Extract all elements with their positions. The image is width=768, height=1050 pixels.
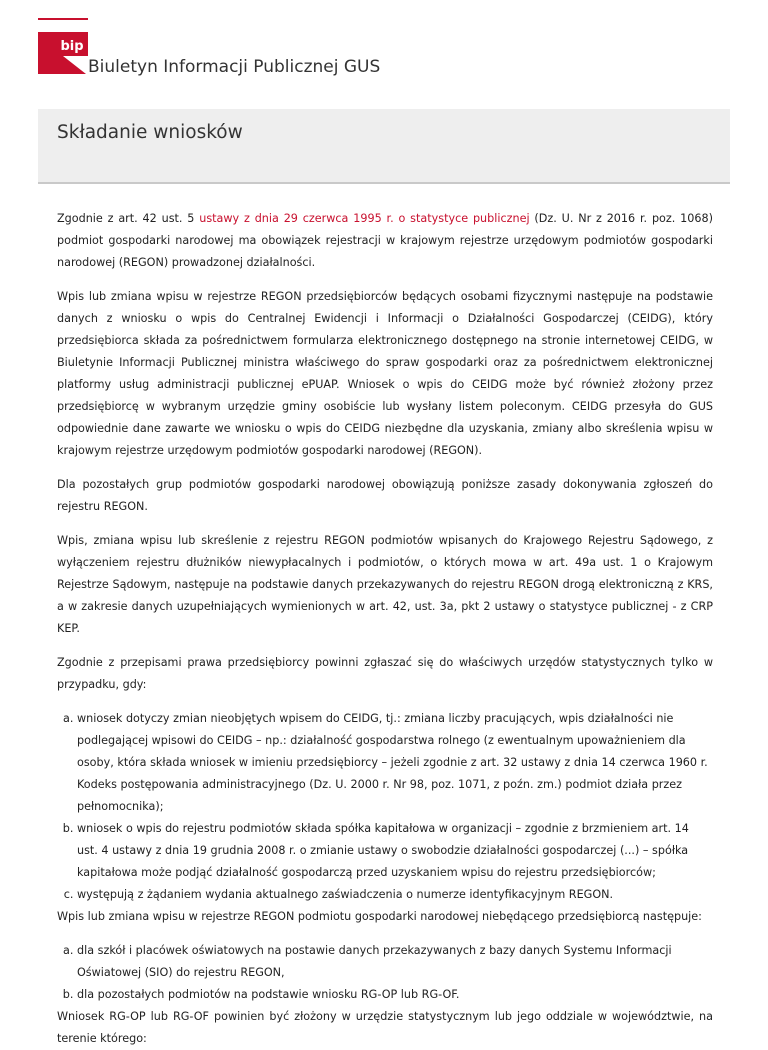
paragraph-krs: Wpis, zmiana wpisu lub skreślenie z rejestru REGON podmiotów wpisanych do Krajowego Rejestru Sądowego, z wyłączeniem rejestru dłużników niewypłacalnych i podmiotów, o których mowa w art. 49a ust. 1 o Krajowym Rejestrze Sądowym, następuje na podstawie danych przekazywanych do rejestru REGON drogą elektroniczną z KRS, a w zakresie danych uzupełniających wymienionych w art. 42, ust. 3a, pkt 2 ustawy o statystyce publicznej - z CRP KEP. bbox=[57, 534, 713, 635]
list-item: a. wniosek dotyczy zmian nieobjętych wpisem do CEIDG, tj.: zmiana liczby pracujących, wpis działalności nie podlegającej wpisowi do CEIDG – np.: działalność gospodarstwa rolnego (z ewentualnym upoważnieniem dla osoby, która składa wniosek w imieniu przedsiębiorcy – jeżeli zgodnie z art. 32 ustawy z dnia 14 czerwca 1960 r. Kodeks postępowania administracyjnego (Dz. U. 2000 r. Nr 98, poz. 1071, z poźn. zm.) podmiot działa przez pełnomocnika); bbox=[77, 708, 713, 818]
statute-link[interactable]: ustawy z dnia 29 czerwca 1995 r. o statystyce publicznej bbox=[199, 212, 530, 225]
list-item: c. występują z żądaniem wydania aktualnego zaświadczenia o numerze identyfikacyjnym REGON. bbox=[77, 884, 713, 906]
paragraph-non-entrepreneur: Wpis lub zmiana wpisu w rejestrze REGON podmiotu gospodarki narodowej niebędącego przedsiębiorcą następuje: bbox=[57, 910, 702, 923]
article-content bbox=[57, 208, 713, 1050]
list-item: b. dla pozostałych podmiotów na podstawie wniosku RG-OP lub RG-OF. bbox=[77, 984, 713, 1006]
list-report-cases bbox=[57, 708, 713, 906]
paragraph-ceidg: Wpis lub zmiana wpisu w rejestrze REGON przedsiębiorców będących osobami fizycznymi następuje na podstawie danych z wniosku o wpis do Centralnej Ewidencji i Informacji o Działalności Gospodarczej (CEIDG), który przedsiębiorca składa za pośrednictwem formularza elektronicznego dostępnego na stronie internetowej CEIDG, w Biuletynie Informacji Publicznej ministra właściwego do spraw gospodarki oraz za pośrednictwem elektronicznej platformy usług administracji publicznej ePUAP. Wniosek o wpis do CEIDG może być również złożony przez przedsiębiorcę w wybranym urzędzie gminy osobiście lub wysłany listem poleconym. CEIDG przesyła do GUS odpowiednie dane zawarte we wniosku o wpis do CEIDG niezbędne dla uzyskania, zmiany albo skreślenia wpisu w krajowym rejestrze urzędowym podmiotów gospodarki narodowej (REGON). bbox=[57, 290, 713, 457]
page-title: Składanie wniosków bbox=[57, 122, 243, 143]
paragraph-other-groups: Dla pozostałych grup podmiotów gospodarki narodowej obowiązują poniższe zasady dokonywania zgłoszeń do rejestru REGON. bbox=[57, 478, 713, 513]
paragraph-when-to-report: Zgodnie z przepisami prawa przedsiębiorcy powinni zgłaszać się do właściwych urzędów statystycznych tylko w przypadku, gdy: bbox=[57, 656, 713, 691]
paragraph-intro bbox=[57, 208, 713, 274]
paragraph-where-to-submit: Wniosek RG-OP lub RG-OF powinien być złożony w urzędzie statystycznym lub jego oddziale w województwie, na terenie którego: bbox=[57, 1010, 713, 1045]
site-title[interactable]: Biuletyn Informacji Publicznej GUS bbox=[88, 57, 381, 77]
title-band bbox=[38, 109, 730, 184]
intro-text-start: Zgodnie z art. 42 ust. 5 bbox=[57, 212, 200, 225]
list-item: a. dla szkół i placówek oświatowych na postawie danych przekazywanych z bazy danych Systemu Informacji Oświatowej (SIO) do rejestru REGON, bbox=[77, 940, 713, 984]
list-non-entrepreneur-cases bbox=[57, 940, 713, 1006]
bip-logo[interactable] bbox=[38, 18, 88, 74]
intro-text-end: (Dz. U. Nr z 2016 r. poz. 1068) podmiot gospodarki narodowej ma obowiązek rejestracji w krajowym rejestrze urzędowym podmiotów gospodarki narodowej (REGON) prowadzonej działalności. bbox=[57, 212, 713, 269]
logo-text: bip bbox=[60, 39, 84, 54]
bip-logo-icon bbox=[38, 18, 88, 74]
list-item: b. wniosek o wpis do rejestru podmiotów składa spółka kapitałowa w organizacji – zgodnie z brzmieniem art. 14 ust. 4 ustawy z dnia 19 grudnia 2008 r. o zmianie ustawy o swobodzie działalności gospodarczej (...) – spółka kapitałowa może podjąć działalność gospodarczą przed uzyskaniem wpisu do rejestru przedsiębiorców; bbox=[77, 818, 713, 884]
